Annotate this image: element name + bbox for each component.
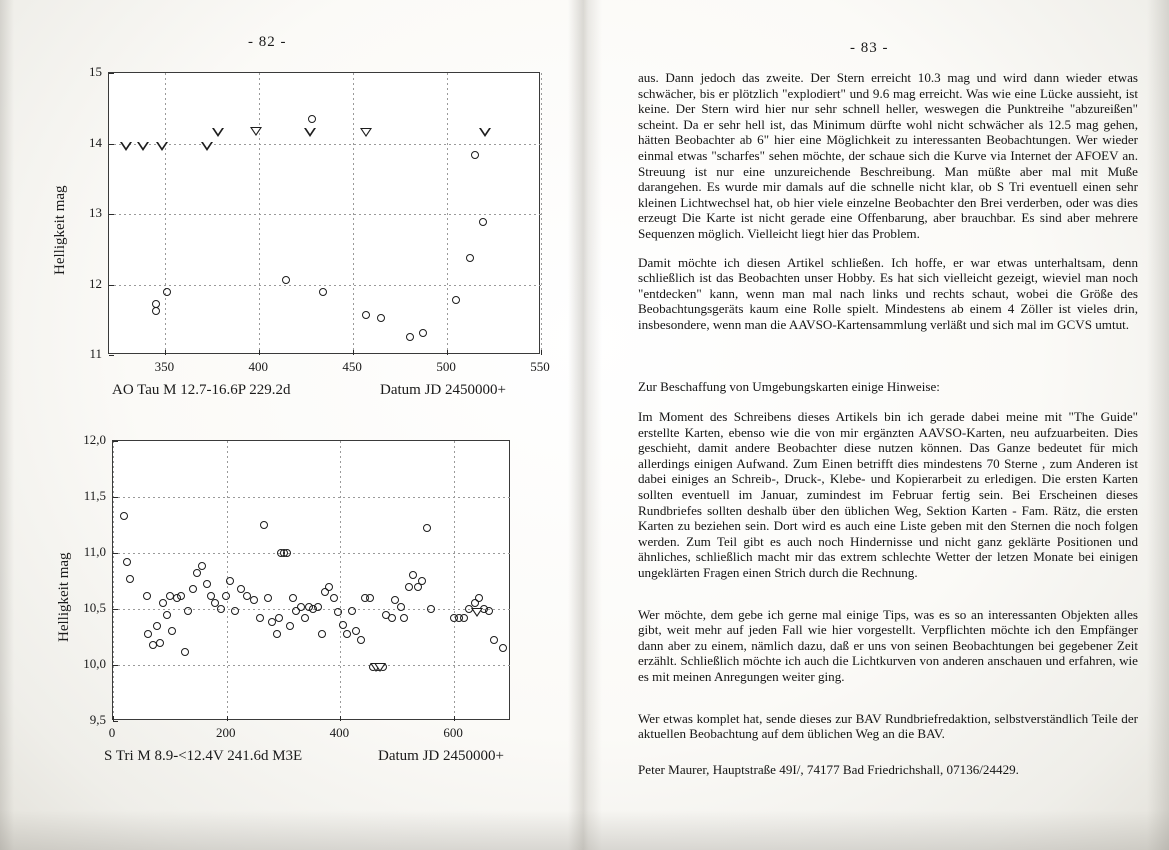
chart-point-magnitude (207, 592, 215, 600)
chart-x-tick-label: 450 (342, 359, 362, 374)
chart-point-magnitude (406, 333, 414, 341)
chart-x-tick-label: 200 (215, 725, 236, 740)
chart-point-magnitude (256, 614, 264, 622)
chart-point-limit-triangle (479, 128, 491, 137)
chart-point-magnitude (283, 549, 291, 557)
chart-point-magnitude (475, 594, 483, 602)
chart-point-magnitude (388, 614, 396, 622)
chart-point-magnitude (343, 630, 351, 638)
article-body-column (638, 70, 1138, 790)
article-paragraph: Wer etwas komplet hat, sende dieses zur BAV Rundbriefredaktion, selbstverständlich Teile der aktuellen Beobachtung auf dem üblichen Weg an die BAV. (638, 710, 1138, 742)
article-paragraph: Damit möchte ich diesen Artikel schließen. Ich hoffe, er war etwas unterhaltsam, denn schließlich ist das Beobachten unser Hobby. Es hat sich vielleicht gezeigt, wieviel man noch "entdecken" kann, wenn man mal nach links und rechts schaut, wobei die Größe des Beobachtungsgeräts kaum eine Rolle spielt. Mindestens ab einem 4 Zöller ist vieles drin, insbesondere, wenn man die AAVSO-Kartensammlung verläßt und sich mal im GCVS umtut. (638, 254, 1138, 332)
chart-y-tick (109, 73, 114, 74)
chart-y-tick-label: 11,0 (83, 544, 106, 559)
chart-y-tick (109, 144, 114, 145)
chart-y-tick-label: 13 (89, 205, 102, 220)
chart-point-magnitude (308, 115, 316, 123)
chart-y-tick (113, 665, 118, 666)
chart-gridline-horizontal (113, 553, 511, 554)
article-paragraph: Im Moment des Schreibens dieses Artikels bin ich gerade dabei meine mit "The Guide" erstellte Karten, ebenso wie die von mir ergänzten AAVSO-Karten, neu aufzuarbeiten. Dies geschieht, damit andere Beobachter diese nutzen können. Das Ganze bedeutet für mich allerdings einigen Aufwand. Zum Einen betrifft dies mindestens 70 Sterne , zum Anderen ist dabei einiges an Schreib-, Druck-, Klebe- und Kopierarbeit zu erledigen. Die ersten Karten sollten eventuell im Januar, zumindest im Februar fertig sein. Bei Erscheinen dieses Rundbriefes sollten deshalb über den üblichen Weg, Sektion Karten - Fam. Rätz, die ersten Karten zu beziehen sein. Dort wird es auch eine Liste geben mit den Sternen die noch folgen werden. Zum Teil gibt es auch noch Hindernisse und nicht ganz geklärte Positionen und ähnliches, schließlich macht mir das extrem schlechte Wetter der letzen Monate bei einigen ungeklärten Fragen einen Strich durch die Rechnung. (638, 409, 1138, 581)
article-paragraph: Zur Beschaffung von Umgebungskarten einige Hinweise: (638, 378, 940, 394)
chart-point-limit-triangle (360, 128, 372, 137)
chart-point-limit-triangle (374, 663, 386, 672)
chart-point-magnitude (275, 614, 283, 622)
chart-y-tick (113, 609, 118, 610)
chart-point-magnitude (189, 585, 197, 593)
chart-x-tick-label: 350 (154, 359, 175, 374)
chart-point-magnitude (297, 603, 305, 611)
chart-point-magnitude (286, 622, 294, 630)
chart-y-tick (109, 355, 114, 356)
chart-point-magnitude (156, 639, 164, 647)
chart-y-tick-label: 11 (89, 346, 102, 361)
chart-y-tick-label: 15 (89, 64, 102, 79)
chart-gridline-horizontal (109, 144, 541, 145)
chart-ao-tau-title: AO Tau M 12.7-16.6P 229.2d (112, 382, 291, 398)
chart-point-magnitude (419, 329, 427, 337)
chart-point-magnitude (479, 218, 487, 226)
chart-point-magnitude (357, 636, 365, 644)
chart-gridline-horizontal (109, 285, 541, 286)
chart-gridline-horizontal (109, 214, 541, 215)
chart-point-magnitude (123, 558, 131, 566)
chart-x-tick (541, 350, 542, 355)
chart-s-tri-y-axis-label: Helligkeit mag (56, 552, 72, 642)
chart-gridline-vertical (340, 441, 341, 721)
chart-point-magnitude (427, 605, 435, 613)
chart-y-tick (109, 214, 114, 215)
page-number-left: - 82 - (248, 34, 287, 50)
chart-x-tick-label: 400 (329, 725, 350, 740)
chart-gridline-vertical (113, 441, 114, 721)
chart-y-tick-label: 11,5 (83, 488, 106, 503)
article-paragraph: Wer möchte, dem gebe ich gerne mal einige Tips, was es so an interessanten Objekten alles gibt, weit mehr auf jeden Fall wie hier vorgestellt. Verpflichten möchte ich den Empfänger dann aber zu einem, nämlich dazu, daß er uns von seinen Beobachtungen bei gegebener Zeit erzählt. Schließlich möchte ich auch die Lichtkurven von anderen anschauen und erfahren, wie es mit meinen Anregungen weiter ging. (638, 606, 1138, 684)
chart-gridline-vertical (541, 73, 542, 355)
chart-point-magnitude (226, 577, 234, 585)
chart-gridline-horizontal (113, 497, 511, 498)
chart-ao-tau-plot-area (108, 72, 540, 354)
chart-y-tick-label: 10,0 (83, 656, 106, 671)
chart-y-tick (113, 497, 118, 498)
chart-point-magnitude (397, 603, 405, 611)
chart-y-tick (113, 441, 118, 442)
chart-gridline-vertical (454, 441, 455, 721)
chart-point-magnitude (377, 314, 385, 322)
chart-y-tick (109, 285, 114, 286)
chart-y-tick-label: 12,0 (83, 432, 106, 447)
chart-point-magnitude (325, 583, 333, 591)
chart-x-tick-label: 0 (108, 725, 116, 740)
chart-point-limit-triangle (120, 142, 132, 151)
chart-x-tick-label: 400 (248, 359, 268, 374)
chart-point-magnitude (418, 577, 426, 585)
chart-y-tick-label: 10,5 (83, 600, 106, 615)
chart-s-tri-plot-area (112, 440, 510, 720)
chart-point-magnitude (264, 594, 272, 602)
chart-y-tick-label: 14 (89, 134, 102, 150)
article-paragraph: Peter Maurer, Hauptstraße 49I/, 74177 Bad Friedrichshall, 07136/24429. (638, 761, 1019, 777)
chart-point-magnitude (163, 611, 171, 619)
chart-point-magnitude (485, 607, 493, 615)
chart-point-magnitude (222, 592, 230, 600)
chart-point-limit-triangle (156, 142, 168, 151)
chart-point-magnitude (159, 599, 167, 607)
chart-gridline-horizontal (113, 665, 511, 666)
chart-point-limit-triangle (137, 142, 149, 151)
chart-point-magnitude (318, 630, 326, 638)
article-paragraph: aus. Dann jedoch das zweite. Der Stern erreicht 10.3 mag und wird dann wieder etwas schwächer, bis er plötzlich "explodiert" und 9.6 mag erreicht. Was wie eine Lücke aussieht, ist keine. Der Stern wird hier nur sehr schnell heller, weswegen die Punktreihe "abzureißen" scheint. Da er sehr hell ist, das Minimum dürfte wohl nicht schwächer als 12.5 mag gehen, hätten Beobachter ab 6" hier eine Möglichkeit zu interessanten Beobachtungen. Wer wieder einmal etwas "scharfes" sehen möchte, der schaue sich die Kurve via Internet der AFOEV an. Streuung ist nur eine unzureichende Beschreibung. Man müßte aber mal mit Muße darangehen. Es wurde mir damals auf die schnelle nicht klar, ob S Tri eventuell einen sehr kleinen Lichtwechsel hat, ob hier viele einzelne Beobachter den Brei verderben, oder was dies erzeugt Die Karte ist nicht gerade eine Offenbarung, aber brauchbar. Es sind aber mehrere Sequenzen möglich. Vielleicht liegt hier das Problem. (638, 70, 1138, 241)
chart-point-magnitude (153, 622, 161, 630)
left-page (0, 0, 580, 850)
chart-point-magnitude (260, 521, 268, 529)
chart-y-tick-label: 9,5 (89, 712, 106, 727)
chart-y-tick (113, 553, 118, 554)
chart-point-magnitude (168, 627, 176, 635)
chart-point-magnitude (314, 603, 322, 611)
chart-point-magnitude (405, 583, 413, 591)
chart-point-magnitude (143, 592, 151, 600)
chart-point-magnitude (471, 151, 479, 159)
chart-point-magnitude (144, 630, 152, 638)
chart-y-tick-label: 12 (89, 275, 102, 291)
chart-point-magnitude (452, 296, 460, 304)
chart-point-magnitude (282, 276, 290, 284)
chart-point-magnitude (352, 627, 360, 635)
chart-point-magnitude (366, 594, 374, 602)
chart-point-magnitude (319, 288, 327, 296)
chart-point-magnitude (152, 307, 160, 315)
chart-point-magnitude (231, 607, 239, 615)
chart-point-magnitude (499, 644, 507, 652)
chart-point-magnitude (423, 524, 431, 532)
chart-point-magnitude (177, 592, 185, 600)
chart-point-magnitude (409, 571, 417, 579)
chart-point-magnitude (466, 254, 474, 262)
chart-point-magnitude (330, 594, 338, 602)
chart-ao-tau-x-axis-label: Datum JD 2450000+ (380, 382, 506, 398)
chart-point-magnitude (490, 636, 498, 644)
chart-ao-tau-y-axis-label: Helligkeit mag (52, 185, 68, 275)
chart-point-limit-triangle (304, 128, 316, 137)
chart-x-tick-label: 500 (436, 359, 456, 374)
chart-point-magnitude (400, 614, 408, 622)
chart-point-magnitude (301, 614, 309, 622)
chart-point-magnitude (193, 569, 201, 577)
chart-s-tri-title: S Tri M 8.9-<12.4V 241.6d M3E (104, 748, 303, 764)
chart-point-magnitude (203, 580, 211, 588)
page-number-right: - 83 - (850, 40, 889, 56)
chart-point-limit-triangle (471, 608, 483, 617)
chart-point-magnitude (348, 607, 356, 615)
chart-x-tick-label: 550 (530, 359, 550, 374)
chart-point-magnitude (163, 288, 171, 296)
chart-y-tick (113, 721, 118, 722)
chart-point-magnitude (460, 614, 468, 622)
chart-x-tick-label: 600 (443, 725, 463, 740)
chart-point-magnitude (289, 594, 297, 602)
chart-point-magnitude (126, 575, 134, 583)
chart-s-tri-x-axis-label: Datum JD 2450000+ (378, 748, 504, 764)
chart-point-magnitude (339, 621, 347, 629)
chart-point-magnitude (273, 630, 281, 638)
chart-point-magnitude (362, 311, 370, 319)
chart-point-magnitude (181, 648, 189, 656)
chart-point-magnitude (152, 300, 160, 308)
chart-point-limit-triangle (201, 142, 213, 151)
chart-point-magnitude (184, 607, 192, 615)
chart-point-limit-triangle (250, 127, 262, 136)
chart-point-limit-triangle (212, 128, 224, 137)
chart-point-magnitude (198, 562, 206, 570)
chart-point-magnitude (250, 596, 258, 604)
chart-point-magnitude (120, 512, 128, 520)
chart-point-magnitude (217, 605, 225, 613)
